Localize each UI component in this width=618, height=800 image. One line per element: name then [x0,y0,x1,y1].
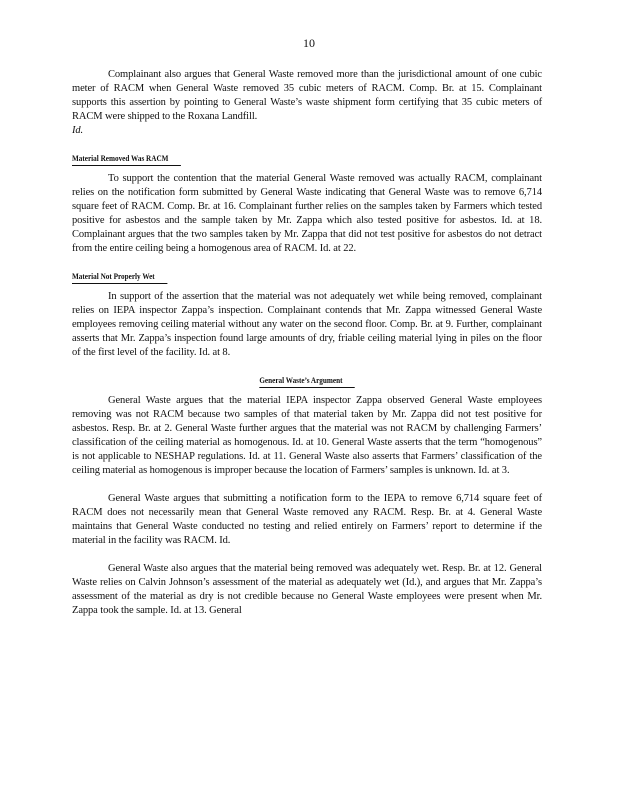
page-number: 10 [303,36,315,50]
heading-material-not-wet: Material Not Properly Wet [72,271,167,284]
paragraph-gw-adequately-wet: General Waste also argues that the material being removed was adequately wet. Resp. Br. at 12. General Waste relies on Calvin Johnson’s assessment of the material as adequately wet (Id.), and argues that Mr. Zappa’s assessment of the material as dry is not credible because no General Waste employees were present when Mr. Zappa took the sample. Id. at 13. General [72,563,542,616]
paragraph-gw-argues-not-racm: General Waste argues that the material IEPA inspector Zappa observed General Waste employees removing was not RACM because two samples of that material taken by Mr. Zappa did not test positive for asbestos. Resp. Br. at 2. General Waste further argues that the material was not RACM by challenging Farmers’ classification of the ceiling material as homogenous. Id. at 10. General Waste asserts that the term “homogenous” is not applicable to NESHAP regulations. Id. at 11. General Waste also asserts that Farmers’ classification of the ceiling material as homogenous is improper because the location of Farmers’ samples is unknown. Id. at 3. [72,395,542,476]
heading-general-waste-argument: General Waste’s Argument [259,375,355,388]
citation-id: Id. [72,125,84,136]
paragraph-gw-notification-form: General Waste argues that submitting a notification form to the IEPA to remove 6,714 square feet of RACM does not necessarily mean that General Waste removed any RACM. Resp. Br. at 4. General Waste maintains that General Waste conducted no testing and relied entirely on Farmers’ report to determine if the material in the facility was RACM. Id. [72,493,542,546]
paragraph-text: Complainant also argues that General Waste removed more than the jurisdictional amount of one cubic meter of RACM when General Waste removed 35 cubic meters of RACM. Comp. Br. at 15. Complainant supports this assertion by pointing to General Waste’s waste shipment form certifying that 35 cubic meters of RACM were shipped to the Roxana Landfill. [72,69,542,122]
heading-material-removed-racm: Material Removed Was RACM [72,153,181,166]
paragraph-not-wet: In support of the assertion that the material was not adequately wet while being removed, complainant relies on IEPA inspector Zappa’s inspection. Complainant contends that Mr. Zappa witnessed General Waste employees removing ceiling material without any water on the second floor. Comp. Br. at 9. Further, complainant asserts that Mr. Zappa’s inspection found large amounts of dry, friable ceiling material lying in piles on the floor of the first level of the facility. Id. at 8. [72,291,542,358]
paragraph-racm-contention: To support the contention that the material General Waste removed was actually RACM, complainant relies on the notification form submitted by General Waste indicating that General Waste was to remove 6,714 square feet of RACM. Comp. Br. at 16. Complainant further relies on the samples taken by Farmers which tested positive for asbestos and the sample taken by Mr. Zappa which also tested positive for asbestos. Id. at 18. Complainant argues that the two samples taken by Mr. Zappa that did not test positive for asbestos do not detract from the entire ceiling being a homogenous area of RACM. Id. at 22. [72,173,542,254]
document-body [72,68,542,618]
paragraph-complainant-jurisdictional [72,68,542,138]
